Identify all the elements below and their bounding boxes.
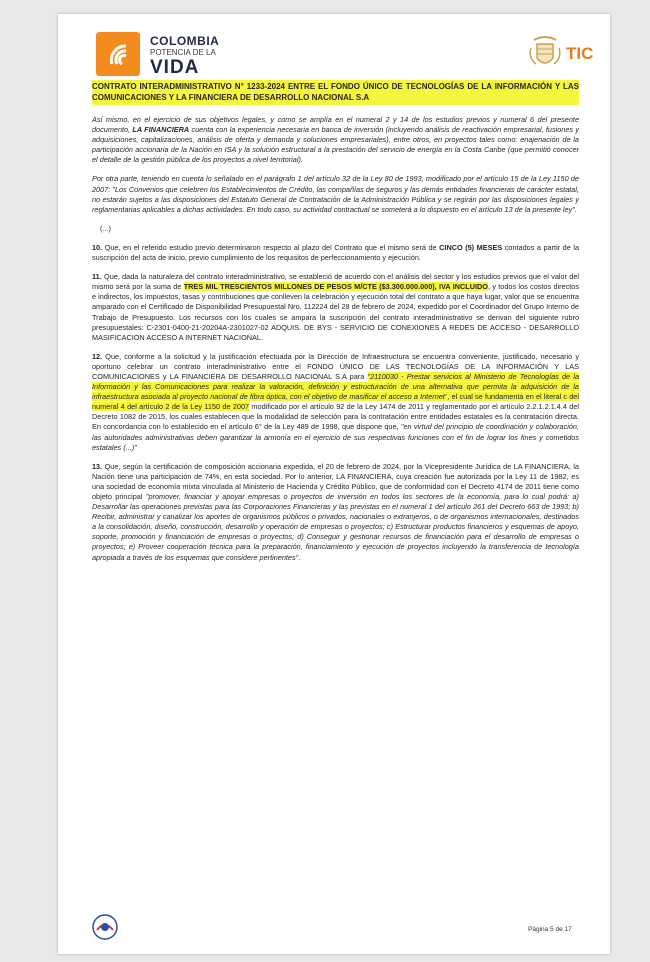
paragraph-legal-basis: Por otra parte, teniendo en cuenta lo señalado en el parágrafo 1 del artículo 32 de la Ley 80 de 1993, modificado por el artículo 15 de la Ley 1150 de 2007: "Los Convenios que celebren los Establecimientos de Crédito, las compañías de seguros y las demás entidades financieras de carácter estatal, no estarán sujetos a las disposiciones del Estatuto General de Contratación de la Administración Pública y se regirán por las disposiciones legales y reglamentarias aplicables a dichas actividades. En todo caso, su actividad contractual se someterá a lo dispuesto en el artículo 13 de la presente ley". [92,174,579,214]
tic-logo: TIC [566,44,594,63]
document-body [92,80,579,563]
brand-wordmark [150,35,219,77]
clause-12: 12. Que, conforme a la solicitud y la justificación efectuada por la Dirección de Infraestructura se encuentra conveniente, justificado, necesario y oportuno celebrar un contrato interadministrativo entre el FONDO ÚNICO DE LAS TECNOLOGÍAS DE LA INFORMACIÓN Y LAS COMUNICACIONES y LA FINANCIERA DE DESARROLLO NACIONAL S.A para "2110030 - Prestar servicios al Ministerio de Tecnologías de la Información y las Comunicaciones para realizar la valoración, definición y estructuración de una alternativa que permita la adquisición de la infraestructura asociada al proyecto nacional de fibra óptica, con el objetivo de masificar el acceso a Internet", el cual se fundamenta en el literal c del numeral 4 del artículo 2 de la Ley 1150 de 2007 modificado por el artículo 92 de la Ley 1474 de 2011 y reglamentado por el artículo 2.2.1.2.1.4.4 del Decreto 1082 de 2015, los cuales establecen que la modalidad de selección para la contratación entre entidades estatales es la contratación directa. En concordancia con lo establecido en el artículo 6° de la Ley 489 de 1998, que dispone que, "en virtud del principio de coordinación y colaboración, las autoridades administrativas deben garantizar la armonía en el ejercicio de sus respectivas funciones con el fin de lograr los fines y cometidos estatales (...)" [92,351,579,452]
brand-line-3: VIDA [150,57,200,78]
page-number: Página 5 de 17 [528,926,572,933]
letterhead [96,24,596,84]
paragraph-experience: Así mismo, en el ejercicio de sus objetivos legales, y como se amplía en el numeral 2 y 14 de los estudios previos y numeral 6 del presente documento, LA FINANCIERA cuenta con la experiencia necesaria en banca de inversión (incluyendo análisis de reactivación empresarial, fusiones y adquisiciones, capitalizaciones, análisis de oferta y demanda y soluciones empresariales), entre otros, en proyectos tales como: enajenación de la participación accionaria de la Nación en ISA y la solución estructural a la prestación del servicio de energía en la Costa Caribe (que permitió conocer el detalle de la gestión pública de los proyectos a nivel territorial). [92,115,579,165]
footer-seal-icon [92,914,118,940]
brand-line-1: COLOMBIA [150,34,220,48]
clause-13: 13. Que, según la certificación de composición accionaria expedida, el 20 de febrero de 2024, por la Vicepresidente Jurídica de LA FINANCIERA, la Nación tiene una participación de 74%, en esta sociedad. Por lo anterior, LA FINANCIERA, cuya creación fue autorizada por la Ley 11 de 1982, es una sociedad de economía mixta vinculada al Ministerio de Hacienda y Crédito Público, que de conformidad con el Decreto 4174 de 2011 tiene como objeto principal "promover, financiar y apoyar empresas o proyectos de inversión en todos los sectores de la economía, para lo cual podrá: a) Desarrollar las operaciones previstas para las Corporaciones Financieras y las previstas en el numeral 1 del artículo 261 del Decreto 663 de 1993; b) Recibir, administrar y canalizar los aportes de organismos públicos o privados, nacionales o extranjeros, o de organismos internacionales, destinados a la consolidación, diseño, construcción, desarrollo y operación de empresas o proyectos; c) Estructurar productos financieros y esquemas de apoyo, soporte, promoción y financiación de empresas o proyectos; d) Conseguir y gestionar recursos de financiación para el desarrollo de empresas o proyectos; e) Proveer cooperación técnica para la preparación, financiamiento y ejecución de proyectos incluyendo la transferencia de tecnología apropiada a través de los esquemas que considere pertinentes". [92,461,579,562]
logo-arcs-icon [108,40,136,68]
ellipsis: (...) [100,223,111,233]
document-page [58,14,610,954]
brand-line-2: POTENCIA DE LA [150,48,216,57]
coat-of-arms-icon [528,34,562,74]
clause-10: 10. Que, en el referido estudio previo determinaron respecto al plazo del Contrato que el mismo será de CINCO (5) MESES contados a partir de la suscripción del acta de inicio, previo cumplimiento de los requisitos de perfeccionamiento y ejecución. [92,242,580,263]
contract-title: CONTRATO INTERADMINISTRATIVO N° 1233-2024 ENTRE EL FONDO ÚNICO DE TECNOLOGÍAS DE LA INFORMACIÓN Y LAS COMUNICACIONES Y LA FINANCIERA DE DESARROLLO NACIONAL S.A [92,80,579,105]
clause-11: 11. Que, dada la naturaleza del contrato interadministrativo, se estableció de acuerdo con el análisis del sector y los estudios previos que el valor del mismo será por la suma de TRES MIL TRESCIENTOS MILLONES DE PESOS M/CTE ($3.300.000.000), IVA INCLUIDO, y todos los costos directos e indirectos, los impuestos, tasas y contribuciones que conlleven la celebración y ejecución total del contrato a que haya lugar, valor que se encuentra amparado con el Certificado de Disponibilidad Presupuestal Nro. 112224 del 28 de febrero de 2024, expedido por el Coordinador del Grupo Interno de Trabajo de Presupuesto. Los recursos con los cuales se ampara la suscripción del contrato interadministrativo se derivan del siguiente rubro presupuestales: C-2301-0400-21-20204A-2301027-02 ADQUIS. DE BYS - SERVICIO DE CONEXIONES A REDES DE ACCESO - DESARROLLO MASIFICACION ACCESO A INTERNET NACIONAL. [92,272,579,342]
